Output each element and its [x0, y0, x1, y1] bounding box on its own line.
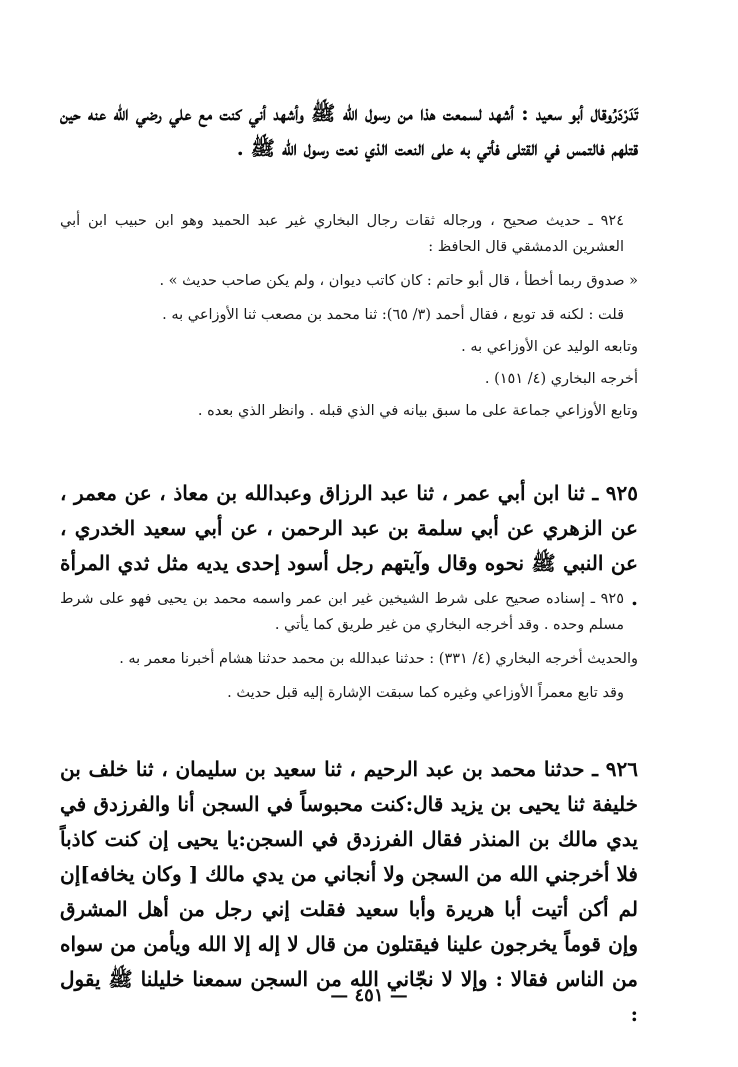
hadith-923-end: تَدَرْدَرُوقال أبو سعيد : أشهد لسمعت هذا من رسول الله ﷺ وأشهد أني كنت مع علي رضي الله عنه حين قتلهم فالتمس في القتلى فأتي به على النعت الذي نعت رسول الله ﷺ .	[60, 101, 638, 160]
hadith-926: ٩٢٦ ـ حدثنا محمد بن عبد الرحيم ، ثنا سعيد بن سليمان ، ثنا خلف بن خليفة ثنا يحيى بن يزيد قال:كنت محبوساً في السجن أنا والفرزدق في يدي مالك بن المنذر فقال الفرزدق في السجن:يا يحيى إن كنت كاذباً فلا أخرجني الله من السجن ولا أنجاني من يدي مالك [ وكان يخافه]إن لم أكن أتيت أبا هريرة وأبا سعيد فقلت إني رجل من أهل المشرق وإن قوماً يخرجون علينا فيقتلون من قال لا إله إلا الله ويأمن من سواه من الناس فقالا : وإلا لا نجّاني الله من السجن سمعنا خليلنا ﷺ يقول :	[60, 757, 638, 1026]
footnote-924-note: قلت : لكنه قد توبع ، فقال أحمد (٣/ ٦٥): ثنا محمد بن مصعب ثنا الأوزاعي به .	[162, 307, 624, 323]
footnote-925	[60, 586, 638, 706]
footnote-925-line-3: وقد تابع معمراً الأوزاعي وغيره كما سبقت الإشارة إليه قبل حديث .	[227, 685, 624, 701]
hadith-925: ٩٢٥ ـ ثنا ابن أبي عمر ، ثنا عبد الرزاق وعبدالله بن معاذ ، عن معمر ، عن الزهري عن أبي سلمة بن عبد الرحمن ، عن أبي سعيد الخدري ، عن النبي ﷺ نحوه وقال وآيتهم رجل أسود إحدى يديه مثل ثدي المرأة .	[60, 481, 638, 610]
footnote-924-follow: وتابعه الوليد عن الأوزاعي به .	[461, 339, 638, 355]
footnote-924-quote: « صدوق ربما أخطأ ، قال أبو حاتم : كان كاتب ديوان ، ولم يكن صاحب حديث » .	[159, 273, 638, 289]
footnote-924	[60, 208, 638, 424]
page-number: — ٤٥١ —	[330, 985, 408, 1006]
footnote-925-line-1: ٩٢٥ ـ إسناده صحيح على شرط الشيخين غير ابن عمر واسمه محمد بن يحيى فهو على شرط مسلم وحده . وقد أخرجه البخاري من غير طريق كما يأتي .	[60, 591, 624, 633]
footnote-924-line-1: ٩٢٤ ـ حديث صحيح ، ورجاله ثقات رجال البخاري غير عبد الحميد وهو ابن حبيب ابن أبي العشرين الدمشقي قال الحافظ :	[60, 213, 624, 255]
footnote-924-see: وتابع الأوزاعي جماعة على ما سبق بيانه في الذي قبله . وانظر الذي بعده .	[197, 403, 638, 419]
footnote-924-ref: أخرجه البخاري (٤/ ١٥١) .	[484, 371, 638, 387]
footnote-925-line-2: والحديث أخرجه البخاري (٤/ ٣٣١) : حدثنا عبدالله بن محمد حدثنا هشام أخبرنا معمر به .	[119, 651, 638, 667]
